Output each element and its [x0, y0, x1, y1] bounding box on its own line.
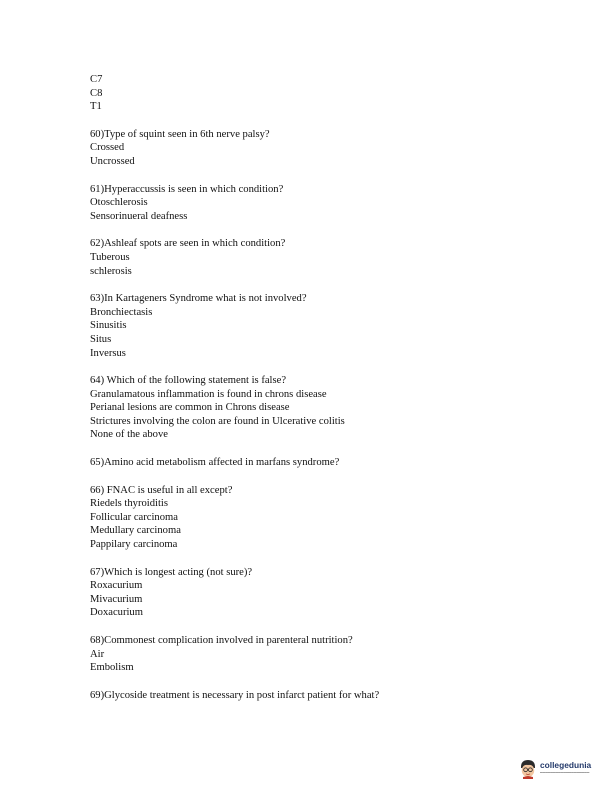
- option-text: Strictures involving the colon are found in Ulcerative colitis: [90, 415, 345, 427]
- logo-wordmark: collegedunia: [540, 760, 592, 770]
- collegedunia-logo: [519, 757, 599, 783]
- option-text: Sinusitis: [90, 320, 127, 332]
- option-text: Roxacurium: [90, 580, 143, 592]
- question-62: [90, 237, 590, 278]
- option-text: Granulamatous inflammation is found in chrons disease: [90, 388, 327, 400]
- question-67: [90, 566, 590, 620]
- option-text: Embolism: [90, 662, 134, 674]
- question-text: 61)Hyperaccussis is seen in which condition?: [90, 183, 284, 195]
- option-text: Air: [90, 648, 105, 660]
- option-text: Pappilary carcinoma: [90, 539, 178, 551]
- question-text: 67)Which is longest acting (not sure)?: [90, 566, 253, 578]
- question-69: [90, 689, 590, 703]
- option-text: Follicular carcinoma: [90, 511, 178, 523]
- question-text: 68)Commonest complication involved in parenteral nutrition?: [90, 635, 353, 646]
- option-text: Medullary carcinoma: [90, 525, 181, 537]
- option-text: None of the above: [90, 429, 168, 441]
- option-text: Uncrossed: [90, 155, 135, 167]
- question-text: 66) FNAC is useful in all except?: [90, 484, 233, 496]
- text-line: C8: [90, 87, 103, 99]
- question-65: [90, 456, 590, 470]
- text-line: C7: [90, 74, 103, 85]
- option-text: schlerosis: [90, 265, 132, 277]
- option-text: Doxacurium: [90, 607, 143, 619]
- question-text: 60)Type of squint seen in 6th nerve palsy?: [90, 128, 270, 140]
- option-text: Tuberous: [90, 251, 130, 263]
- question-60: [90, 128, 590, 169]
- question-text: 62)Ashleaf spots are seen in which condition?: [90, 238, 286, 250]
- option-text: Perianal lesions are common in Chrons disease: [90, 402, 290, 414]
- question-text: 69)Glycoside treatment is necessary in post infarct patient for what?: [90, 689, 380, 701]
- text-block-0: [90, 73, 590, 114]
- question-64: [90, 374, 590, 442]
- option-text: Situs: [90, 333, 112, 345]
- option-text: Inversus: [90, 347, 126, 359]
- mascot-face-icon: [519, 759, 537, 779]
- option-text: Crossed: [90, 142, 125, 154]
- question-text: 65)Amino acid metabolism affected in marfans syndrome?: [90, 457, 340, 469]
- option-text: Mivacurium: [90, 593, 143, 605]
- text-line: T1: [90, 101, 102, 113]
- question-68: [90, 634, 590, 675]
- option-text: Sensorinueral deafness: [90, 210, 188, 222]
- option-text: Otoschlerosis: [90, 197, 148, 209]
- question-text: 64) Which of the following statement is false?: [90, 375, 287, 387]
- question-61: [90, 183, 590, 224]
- document-body: [90, 73, 590, 716]
- question-66: [90, 484, 590, 552]
- option-text: Bronchiectasis: [90, 306, 153, 318]
- option-text: Riedels thyroiditis: [90, 498, 168, 510]
- question-63: [90, 292, 590, 360]
- question-text: 63)In Kartageners Syndrome what is not involved?: [90, 293, 307, 305]
- logo-tagline: ▬▬▬▬▬▬▬▬▬▬▬▬▬▬▬▬▬▬▬: [540, 771, 590, 774]
